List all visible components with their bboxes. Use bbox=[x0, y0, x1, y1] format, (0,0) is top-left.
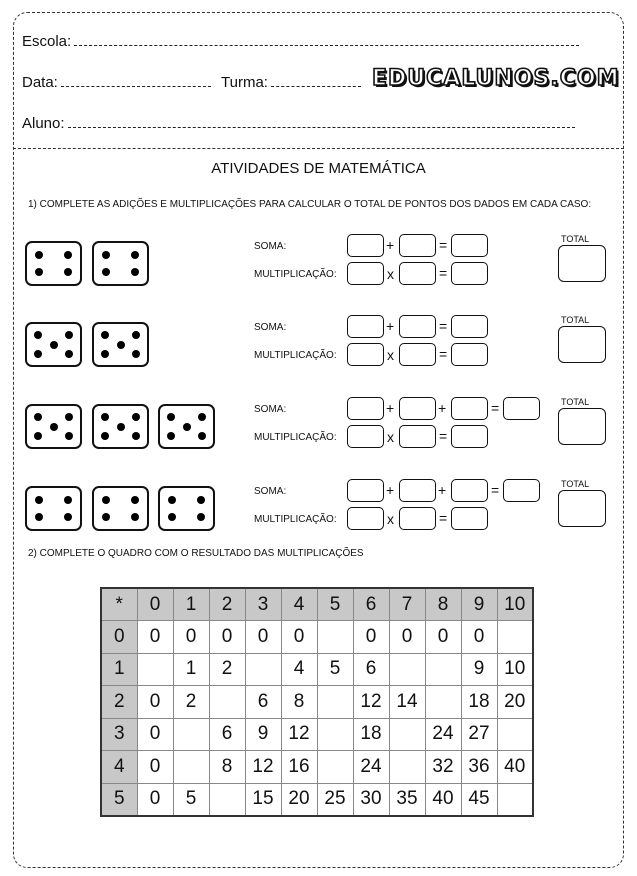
column-header: 9 bbox=[461, 588, 497, 621]
mult-result-box[interactable] bbox=[451, 425, 488, 448]
total-box[interactable] bbox=[558, 490, 606, 527]
plus-sign: + bbox=[386, 400, 395, 416]
mult-input-box[interactable] bbox=[399, 262, 436, 285]
multiplication-label: MULTIPLICAÇÃO: bbox=[254, 432, 337, 443]
table-cell[interactable] bbox=[497, 783, 533, 816]
table-cell: 30 bbox=[353, 783, 389, 816]
dice-face bbox=[25, 241, 82, 286]
table-cell: 18 bbox=[353, 718, 389, 751]
date-label: Data: bbox=[22, 74, 58, 91]
dice-pip bbox=[132, 413, 140, 421]
row-header: 0 bbox=[101, 621, 137, 654]
dice-pip bbox=[132, 350, 140, 358]
table-cell: 0 bbox=[209, 621, 245, 654]
dice-pip bbox=[102, 268, 110, 276]
table-cell[interactable] bbox=[245, 653, 281, 686]
table-cell: 0 bbox=[245, 621, 281, 654]
student-label: Aluno: bbox=[22, 115, 65, 132]
dice-pip bbox=[132, 432, 140, 440]
table-cell: 36 bbox=[461, 751, 497, 784]
dice-pip bbox=[102, 251, 110, 259]
dice-pip bbox=[34, 350, 42, 358]
plus-sign: + bbox=[438, 482, 447, 498]
dice-face bbox=[92, 404, 149, 449]
sum-input-box[interactable] bbox=[347, 315, 384, 338]
sum-input-box[interactable] bbox=[451, 479, 488, 502]
table-cell: 2 bbox=[173, 686, 209, 719]
table-cell: 12 bbox=[353, 686, 389, 719]
dice-pip bbox=[168, 496, 176, 504]
table-row bbox=[101, 686, 533, 719]
class-field bbox=[221, 74, 361, 91]
sum-label: SOMA: bbox=[254, 486, 287, 497]
dice-pip bbox=[102, 513, 110, 521]
table-cell: 2 bbox=[209, 653, 245, 686]
sum-label: SOMA: bbox=[254, 404, 287, 415]
plus-sign: + bbox=[386, 482, 395, 498]
dice-pip bbox=[101, 413, 109, 421]
table-row bbox=[101, 621, 533, 654]
dice-face bbox=[92, 486, 149, 531]
equals-sign: = bbox=[439, 510, 448, 526]
mult-result-box[interactable] bbox=[451, 262, 488, 285]
table-cell: 25 bbox=[317, 783, 353, 816]
date-field bbox=[22, 74, 211, 91]
dice-pip bbox=[132, 331, 140, 339]
table-header-row bbox=[101, 588, 533, 621]
table-cell[interactable] bbox=[317, 751, 353, 784]
dice-face bbox=[25, 404, 82, 449]
table-cell[interactable] bbox=[209, 783, 245, 816]
header-divider bbox=[13, 148, 624, 149]
dice-face bbox=[158, 486, 215, 531]
table-cell[interactable] bbox=[173, 751, 209, 784]
table-cell: 1 bbox=[173, 653, 209, 686]
table-cell[interactable] bbox=[209, 686, 245, 719]
sum-result-box[interactable] bbox=[451, 234, 488, 257]
table-cell: 24 bbox=[425, 718, 461, 751]
table-cell: 0 bbox=[389, 621, 425, 654]
dice-pip bbox=[65, 331, 73, 339]
dice-pip bbox=[167, 432, 175, 440]
educalunos-logo: EDUCALUNOS.COM bbox=[372, 66, 620, 91]
table-cell: 32 bbox=[425, 751, 461, 784]
column-header: 0 bbox=[137, 588, 173, 621]
sum-input-box[interactable] bbox=[347, 234, 384, 257]
dice-pip bbox=[198, 432, 206, 440]
table-cell: 0 bbox=[137, 751, 173, 784]
total-label: TOTAL bbox=[561, 479, 590, 489]
class-label: Turma: bbox=[221, 74, 268, 91]
row-header: 4 bbox=[101, 751, 137, 784]
times-sign: x bbox=[387, 429, 394, 445]
table-cell: 9 bbox=[245, 718, 281, 751]
table-cell: 12 bbox=[245, 751, 281, 784]
dice-pip bbox=[50, 423, 58, 431]
mult-input-box[interactable] bbox=[399, 343, 436, 366]
sum-result-box[interactable] bbox=[503, 479, 540, 502]
dice-pip bbox=[131, 268, 139, 276]
table-cell[interactable] bbox=[137, 653, 173, 686]
equals-sign: = bbox=[439, 428, 448, 444]
dice-pip bbox=[35, 268, 43, 276]
school-field bbox=[22, 33, 579, 50]
table-cell[interactable] bbox=[389, 751, 425, 784]
table-cell: 40 bbox=[425, 783, 461, 816]
table-cell: 0 bbox=[137, 783, 173, 816]
exercise1-instruction: 1) COMPLETE AS ADIÇÕES E MULTIPLICAÇÕES PARA CALCULAR O TOTAL DE PONTOS DOS DADOS EM CADA CASO: bbox=[28, 199, 592, 210]
dice-pip bbox=[35, 251, 43, 259]
column-header: 6 bbox=[353, 588, 389, 621]
table-cell[interactable] bbox=[497, 621, 533, 654]
column-header: 5 bbox=[317, 588, 353, 621]
sum-input-box[interactable] bbox=[399, 315, 436, 338]
table-cell[interactable] bbox=[425, 653, 461, 686]
dice-face bbox=[25, 486, 82, 531]
plus-sign: + bbox=[386, 237, 395, 253]
table-cell: 0 bbox=[137, 718, 173, 751]
table-cell: 0 bbox=[461, 621, 497, 654]
dice-pip bbox=[34, 432, 42, 440]
table-cell: 0 bbox=[173, 621, 209, 654]
table-row bbox=[101, 718, 533, 751]
table-cell: 4 bbox=[281, 653, 317, 686]
table-cell: 15 bbox=[245, 783, 281, 816]
dice-pip bbox=[101, 331, 109, 339]
sum-input-box[interactable] bbox=[347, 479, 384, 502]
plus-sign: + bbox=[386, 318, 395, 334]
dice-pip bbox=[35, 496, 43, 504]
dice-pip bbox=[131, 251, 139, 259]
dice-pip bbox=[117, 423, 125, 431]
table-cell: 6 bbox=[209, 718, 245, 751]
dice-pip bbox=[131, 496, 139, 504]
table-cell: 40 bbox=[497, 751, 533, 784]
table-cell: 9 bbox=[461, 653, 497, 686]
dice-pip bbox=[131, 513, 139, 521]
dice-pip bbox=[101, 432, 109, 440]
dice-face bbox=[25, 322, 82, 367]
total-box[interactable] bbox=[558, 326, 606, 363]
column-header: 7 bbox=[389, 588, 425, 621]
table-cell: 0 bbox=[425, 621, 461, 654]
table-cell: 5 bbox=[173, 783, 209, 816]
exercise2-instruction: 2) COMPLETE O QUADRO COM O RESULTADO DAS MULTIPLICAÇÕES bbox=[28, 548, 364, 559]
mult-input-box[interactable] bbox=[347, 425, 384, 448]
table-cell: 14 bbox=[389, 686, 425, 719]
row-header: 2 bbox=[101, 686, 137, 719]
sum-input-box[interactable] bbox=[399, 397, 436, 420]
sum-result-box[interactable] bbox=[451, 315, 488, 338]
dice-pip bbox=[168, 513, 176, 521]
times-sign: x bbox=[387, 511, 394, 527]
column-header: 3 bbox=[245, 588, 281, 621]
table-cell: 8 bbox=[281, 686, 317, 719]
equals-sign: = bbox=[439, 237, 448, 253]
dice-pip bbox=[64, 251, 72, 259]
mult-input-box[interactable] bbox=[399, 425, 436, 448]
table-cell[interactable] bbox=[425, 686, 461, 719]
table-cell[interactable] bbox=[389, 653, 425, 686]
table-row bbox=[101, 751, 533, 784]
equals-sign: = bbox=[491, 400, 500, 416]
mult-input-box[interactable] bbox=[347, 262, 384, 285]
dice-pip bbox=[101, 350, 109, 358]
row-header: 1 bbox=[101, 653, 137, 686]
column-header: 10 bbox=[497, 588, 533, 621]
dice-pip bbox=[65, 432, 73, 440]
table-cell: 6 bbox=[353, 653, 389, 686]
dice-pip bbox=[65, 413, 73, 421]
table-cell: 35 bbox=[389, 783, 425, 816]
table-cell: 12 bbox=[281, 718, 317, 751]
dice-pip bbox=[117, 341, 125, 349]
table-cell: 24 bbox=[353, 751, 389, 784]
multiplication-label: MULTIPLICAÇÃO: bbox=[254, 269, 337, 280]
table-cell[interactable] bbox=[317, 718, 353, 751]
mult-result-box[interactable] bbox=[451, 343, 488, 366]
table-cell[interactable] bbox=[317, 621, 353, 654]
total-label: TOTAL bbox=[561, 315, 590, 325]
table-cell: 27 bbox=[461, 718, 497, 751]
total-box[interactable] bbox=[558, 408, 606, 445]
row-header: 3 bbox=[101, 718, 137, 751]
dice-pip bbox=[50, 341, 58, 349]
total-label: TOTAL bbox=[561, 397, 590, 407]
sum-input-box[interactable] bbox=[399, 479, 436, 502]
table-cell: 5 bbox=[317, 653, 353, 686]
sum-result-box[interactable] bbox=[503, 397, 540, 420]
table-cell: 8 bbox=[209, 751, 245, 784]
dice-pip bbox=[35, 513, 43, 521]
dice-pip bbox=[64, 268, 72, 276]
date-line[interactable] bbox=[61, 86, 211, 87]
table-cell: 0 bbox=[137, 686, 173, 719]
sum-label: SOMA: bbox=[254, 322, 287, 333]
sum-input-box[interactable] bbox=[399, 234, 436, 257]
row-header: 5 bbox=[101, 783, 137, 816]
table-row bbox=[101, 653, 533, 686]
table-cell: 45 bbox=[461, 783, 497, 816]
dice-pip bbox=[198, 413, 206, 421]
table-cell[interactable] bbox=[389, 718, 425, 751]
dice-pip bbox=[183, 423, 191, 431]
school-label: Escola: bbox=[22, 33, 72, 50]
total-box[interactable] bbox=[558, 245, 606, 282]
student-field bbox=[22, 115, 575, 132]
table-cell: 20 bbox=[497, 686, 533, 719]
plus-sign: + bbox=[438, 400, 447, 416]
multiplication-label: MULTIPLICAÇÃO: bbox=[254, 350, 337, 361]
table-cell: 16 bbox=[281, 751, 317, 784]
mult-input-box[interactable] bbox=[347, 343, 384, 366]
times-sign: x bbox=[387, 266, 394, 282]
dice-pip bbox=[197, 513, 205, 521]
column-header: 4 bbox=[281, 588, 317, 621]
table-cell: 20 bbox=[281, 783, 317, 816]
school-line[interactable] bbox=[74, 45, 579, 46]
dice-face bbox=[92, 241, 149, 286]
dice-pip bbox=[65, 350, 73, 358]
class-line[interactable] bbox=[271, 86, 361, 87]
table-corner-symbol: * bbox=[101, 588, 137, 621]
dice-pip bbox=[34, 413, 42, 421]
table-cell: 6 bbox=[245, 686, 281, 719]
table-cell: 10 bbox=[497, 653, 533, 686]
table-cell: 0 bbox=[281, 621, 317, 654]
multiplication-label: MULTIPLICAÇÃO: bbox=[254, 514, 337, 525]
page-title: ATIVIDADES DE MATEMÁTICA bbox=[211, 160, 426, 177]
column-header: 1 bbox=[173, 588, 209, 621]
multiplication-table bbox=[100, 587, 534, 817]
dice-pip bbox=[64, 513, 72, 521]
times-sign: x bbox=[387, 347, 394, 363]
table-cell[interactable] bbox=[317, 686, 353, 719]
sum-input-box[interactable] bbox=[451, 397, 488, 420]
table-row bbox=[101, 783, 533, 816]
mult-result-box[interactable] bbox=[451, 507, 488, 530]
total-label: TOTAL bbox=[561, 234, 590, 244]
column-header: 2 bbox=[209, 588, 245, 621]
table-cell[interactable] bbox=[497, 718, 533, 751]
dice-pip bbox=[197, 496, 205, 504]
equals-sign: = bbox=[491, 482, 500, 498]
table-cell: 0 bbox=[353, 621, 389, 654]
table-cell: 18 bbox=[461, 686, 497, 719]
table-cell: 0 bbox=[137, 621, 173, 654]
table-cell[interactable] bbox=[173, 718, 209, 751]
dice-pip bbox=[34, 331, 42, 339]
student-line[interactable] bbox=[68, 127, 575, 128]
sum-input-box[interactable] bbox=[347, 397, 384, 420]
equals-sign: = bbox=[439, 346, 448, 362]
dice-face bbox=[92, 322, 149, 367]
equals-sign: = bbox=[439, 318, 448, 334]
equals-sign: = bbox=[439, 265, 448, 281]
column-header: 8 bbox=[425, 588, 461, 621]
dice-pip bbox=[64, 496, 72, 504]
mult-input-box[interactable] bbox=[399, 507, 436, 530]
mult-input-box[interactable] bbox=[347, 507, 384, 530]
sum-label: SOMA: bbox=[254, 241, 287, 252]
dice-pip bbox=[167, 413, 175, 421]
dice-pip bbox=[102, 496, 110, 504]
dice-face bbox=[158, 404, 215, 449]
